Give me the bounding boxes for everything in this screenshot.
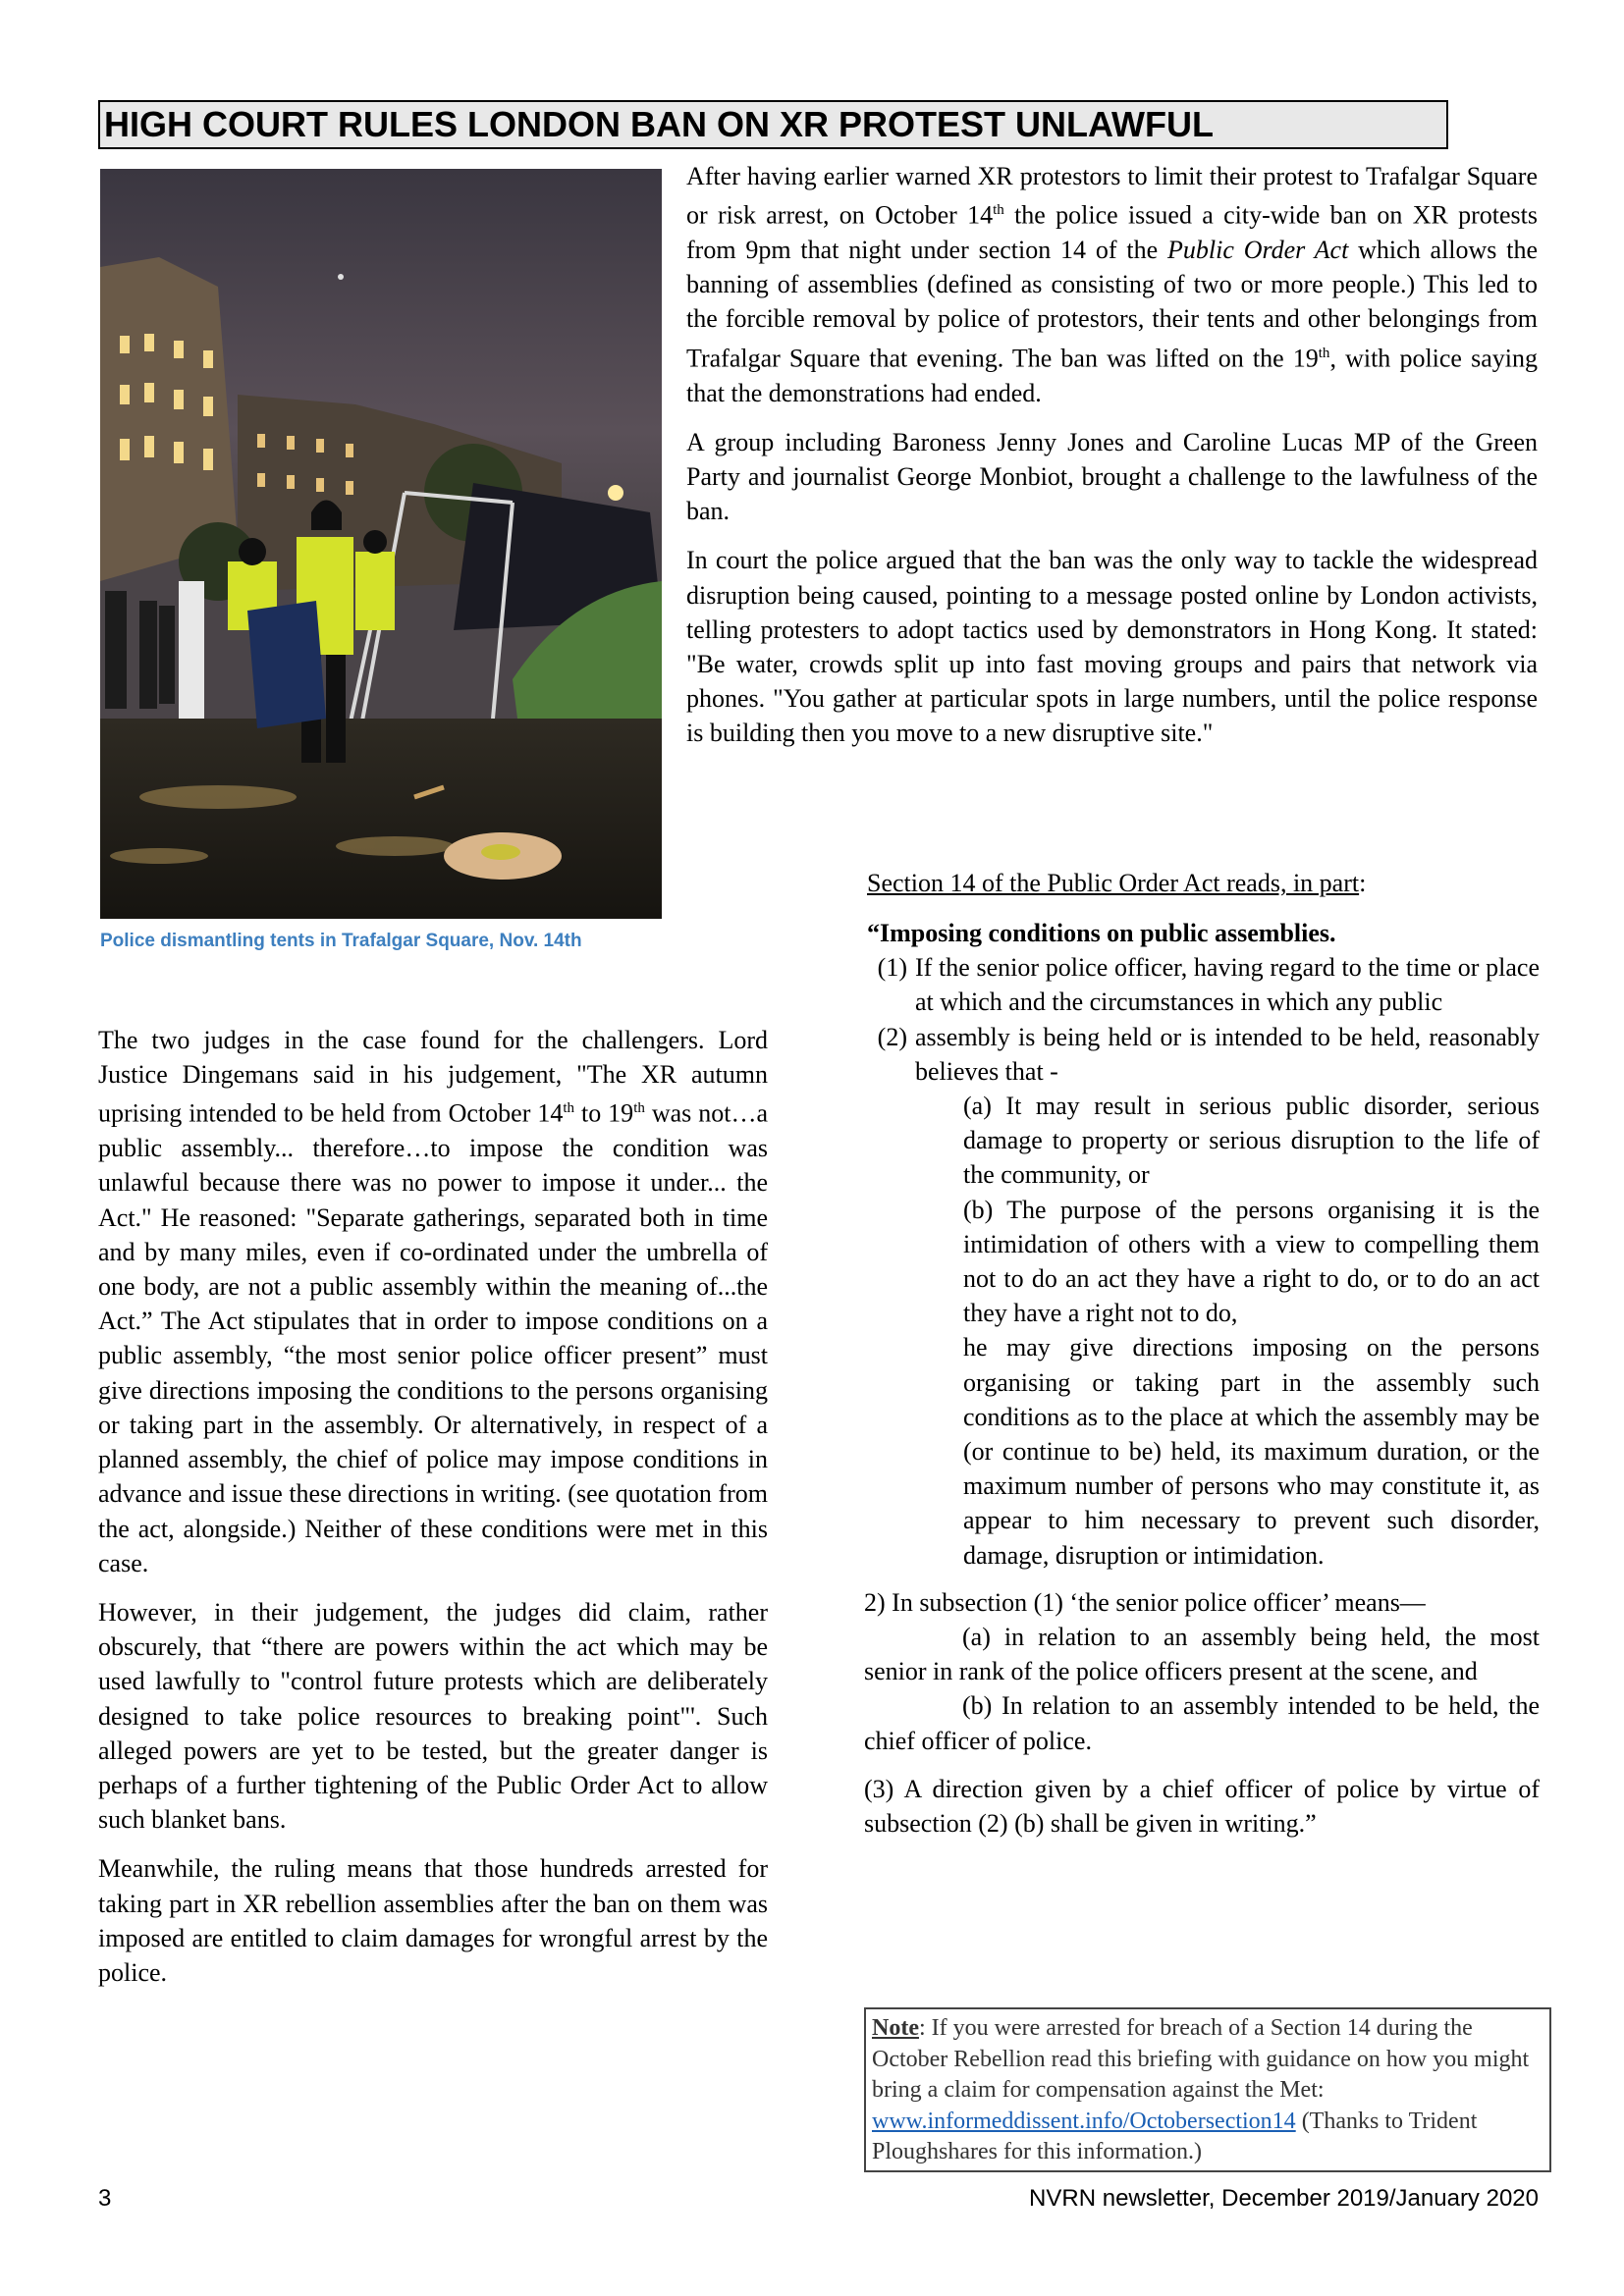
publication-footer: NVRN newsletter, December 2019/January 2020 <box>1029 2185 1539 2212</box>
quotation-directions: he may give directions imposing on the persons organising or taking part in the assembly such conditions as to the place at which the assembly may be (or continue to be) held, its maximum duration, or the maximum number of persons who may constitute it, as appear to him necessary to prevent such disorder, damage, disruption or intimidation. <box>963 1333 1540 1570</box>
photo-caption: Police dismantling tents in Trafalgar Square, Nov. 14th <box>100 931 582 951</box>
quotation-title: “Imposing conditions on public assemblies. <box>867 919 1336 947</box>
judgement-column <box>98 1023 768 1990</box>
informeddissent-link[interactable]: www.informeddissent.info/Octobersection14 <box>872 2108 1296 2134</box>
quotation-subsection-3: (3) A direction given by a chief officer of police by virtue of subsection (2) (b) shall be given in writing.” <box>864 1774 1540 1839</box>
quotation-item-2: (2) assembly is being held or is intended to be held, reasonably believes that - <box>877 1022 1540 1086</box>
intro-paragraph-2: A group including Baroness Jenny Jones and Caroline Lucas MP of the Green Party and journalist George Monbiot, brought a challenge to the lawfulness of the ban. <box>686 427 1538 526</box>
quotation-subsection-2: 2) In subsection (1) ‘the senior police officer’ means— <box>864 1587 1426 1617</box>
headline: HIGH COURT RULES LONDON BAN ON XR PROTEST UNLAWFUL <box>98 100 1448 149</box>
quotation-subsection-2a: (a) in relation to an assembly being held, the most senior in rank of the police officers present at the scene, and <box>864 1623 1540 1686</box>
page-number: 3 <box>98 2185 112 2212</box>
judgement-paragraph-3: Meanwhile, the ruling means that those hundreds arrested for taking part in XR rebellion assemblies after the ban on them was imposed are entitled to claim damages for wrongful arrest by the police. <box>98 1854 768 1987</box>
note-box: Note: If you were arrested for breach of a Section 14 during the October Rebellion read this briefing with guidance on how you might bring a claim for compensation against the Met: www.informeddissent.info/Octobersection14 (Thanks to Trident Ploughshares for this information.) <box>864 2007 1551 2172</box>
judgement-paragraph-1: The two judges in the case found for the challengers. Lord Justice Dingemans said in his judgement, "The XR autumn uprising intended to be held from October 14th to 19th was not…a public assembly... therefore…to impose the condition was unlawful because there was no power to impose it under... the Act." He reasoned: "Separate gatherings, separated both in time and by many miles, even if co-ordinated under the umbrella of one body, are not a public assembly within the meaning of...the Act.” The Act stipulates that in order to impose conditions on a public assembly, “the most senior police officer present” must give directions imposing the conditions to the persons organising or taking part in the assembly. Or alternatively, in respect of a planned assembly, the chief of police may impose conditions in advance and issue these directions in writing. (see quotation from the act, alongside.) Neither of these conditions were met in this case. <box>98 1026 768 1577</box>
photo-police-tents <box>100 169 662 919</box>
quotation-subsection-2b: (b) In relation to an assembly intended to be held, the chief officer of police. <box>864 1691 1540 1755</box>
intro-column <box>686 159 1538 751</box>
section14-quotation <box>864 916 1540 1841</box>
quotation-clause-b: (b) The purpose of the persons organising it is the intimidation of others with a view to compelling them not to do an act they have a right to do, or to do an act they have a right not to do, <box>963 1195 1540 1328</box>
quotation-item-1: (1) If the senior police officer, having regard to the time or place at which and the circumstances in which any public <box>877 953 1540 1017</box>
section14-heading: Section 14 of the Public Order Act reads, in part: <box>867 869 1367 897</box>
judgement-paragraph-2: However, in their judgement, the judges did claim, rather obscurely, that “there are powers within the act which may be used lawfully to "control future protests which are deliberately designed to take police resources to breaking point"'. Such alleged powers are yet to be tested, but the greater danger is perhaps of a further tightening of the Public Order Act to allow such blanket bans. <box>98 1597 768 1835</box>
intro-paragraph-3: In court the police argued that the ban was the only way to tackle the widespread disruption being caused, pointing to a message posted online by London activists, telling protesters to adopt tactics used by demonstrators in Hong Kong. It stated: "Be water, crowds split up into fast moving groups and pairs that network via phones. "You gather at particular spots in large numbers, until the police response is building then you move to a new disruptive site." <box>686 546 1538 748</box>
quotation-clause-a: (a) It may result in serious public disorder, serious damage to property or serious disruption to the life of the community, or <box>963 1092 1540 1190</box>
intro-paragraph-1: After having earlier warned XR protestors to limit their protest to Trafalgar Square or risk arrest, on October 14th the police issued a city-wide ban on XR protests from 9pm that night under section 14 of the Public Order Act which allows the banning of assemblies (defined as consisting of two or more people.) This led to the forcible removal by police of protestors, their tents and other belongings from Trafalgar Square that evening. The ban was lifted on the 19th, with police saying that the demonstrations had ended. <box>686 162 1539 407</box>
note-label: Note <box>872 2015 919 2041</box>
